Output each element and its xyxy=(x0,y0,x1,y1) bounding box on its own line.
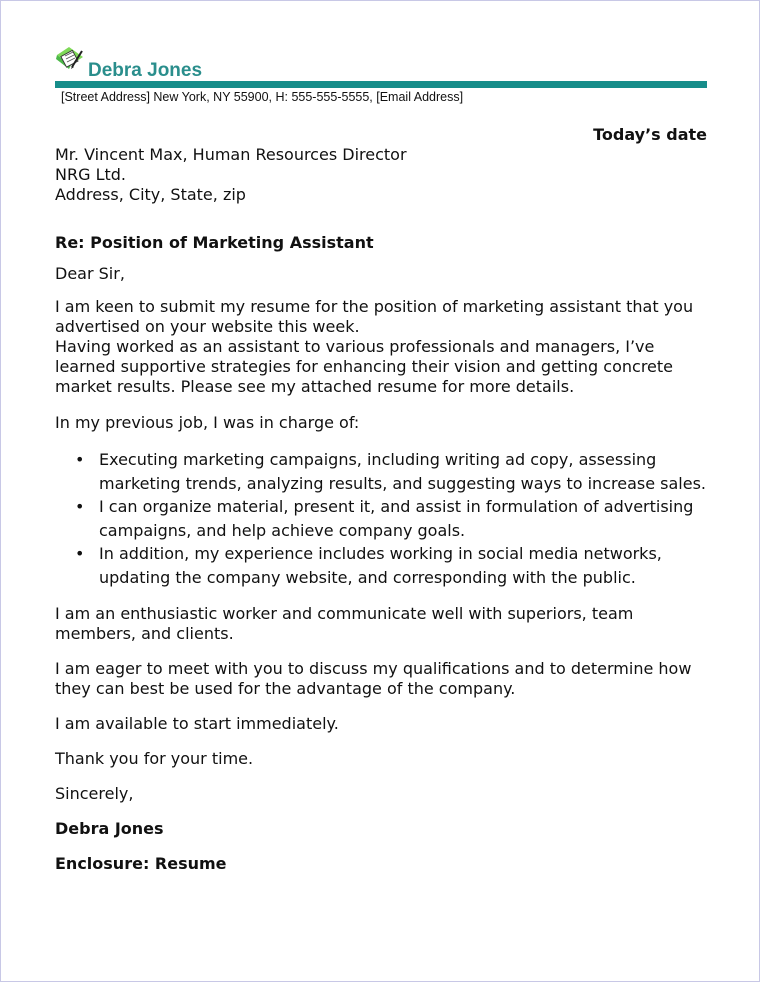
subject-line: Re: Position of Marketing Assistant xyxy=(55,233,374,252)
letter-body xyxy=(55,125,707,874)
list-item xyxy=(75,495,707,542)
intro-line: I am keen to submit my resume for the position of marketing assistant that you advertised on your website this week. xyxy=(55,297,694,336)
enthusiastic-paragraph: I am an enthusiastic worker and communicate well with superiors, team members, and clients. xyxy=(55,604,634,643)
pen-paper-icon xyxy=(55,47,87,77)
list-item-text: In addition, my experience includes working in social media networks, updating the company website, and corresponding with the public. xyxy=(99,544,662,587)
available-paragraph: I am available to start immediately. xyxy=(55,714,339,733)
recipient-line: Address, City, State, zip xyxy=(55,185,246,204)
signer-name: Debra Jones xyxy=(55,819,164,838)
intro-paragraph xyxy=(55,297,707,397)
bullet-icon: • xyxy=(75,544,85,563)
letter-date: Today’s date xyxy=(593,125,707,144)
thanks-paragraph: Thank you for your time. xyxy=(55,749,254,768)
enclosure-line: Enclosure: Resume xyxy=(55,854,227,873)
list-item-text: I can organize material, present it, and assist in formulation of advertising campaigns, and help achieve company goals. xyxy=(99,497,694,540)
recipient-block xyxy=(55,145,707,205)
bullet-icon: • xyxy=(75,450,85,469)
list-item xyxy=(75,448,707,495)
list-item xyxy=(75,542,707,589)
charge-intro: In my previous job, I was in charge of: xyxy=(55,413,360,432)
list-item-text: Executing marketing campaigns, including writing ad copy, assessing marketing trends, analyzing results, and suggesting ways to increase sales. xyxy=(99,450,706,493)
intro-line: Having worked as an assistant to various professionals and managers, I’ve learned supportive strategies for enhancing their vision and getting concrete market results. Please see my attached resume for more details. xyxy=(55,337,673,396)
eager-paragraph: I am eager to meet with you to discuss my qualifications and to determine how they can best be used for the advantage of the company. xyxy=(55,659,692,698)
header-contact: [Street Address] New York, NY 55900, H: 555-555-5555, [Email Address] xyxy=(61,90,464,104)
salutation: Dear Sir, xyxy=(55,264,125,283)
duties-list xyxy=(55,448,707,589)
recipient-line: NRG Ltd. xyxy=(55,165,126,184)
closing: Sincerely, xyxy=(55,784,134,803)
header-rule xyxy=(55,81,707,88)
recipient-line: Mr. Vincent Max, Human Resources Director xyxy=(55,145,407,164)
bullet-icon: • xyxy=(75,497,85,516)
header-name: Debra Jones xyxy=(88,60,203,81)
